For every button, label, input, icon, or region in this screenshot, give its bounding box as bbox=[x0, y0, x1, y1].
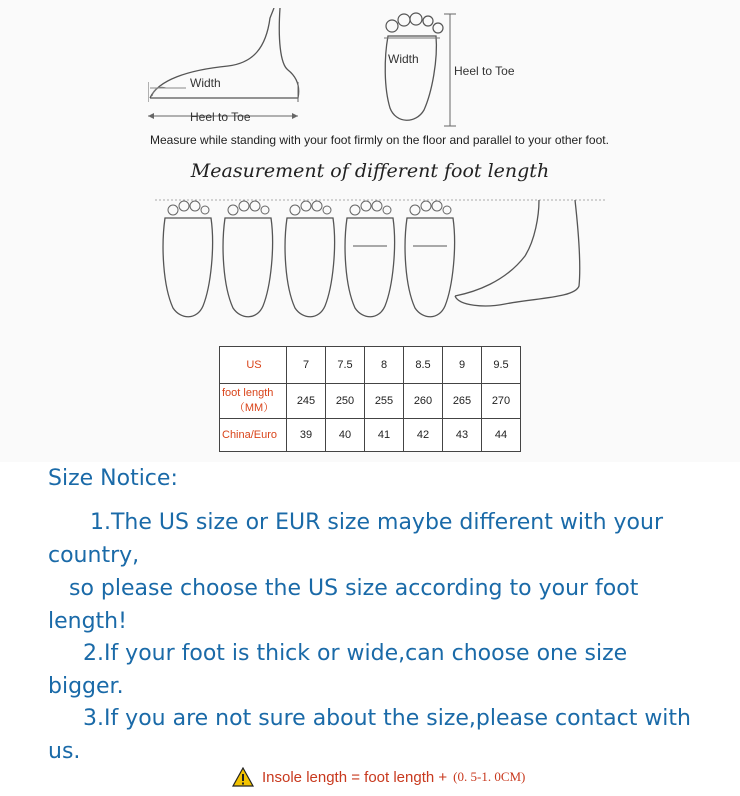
table-cell: 44 bbox=[482, 419, 521, 452]
foot-soles-illustration bbox=[155, 196, 605, 326]
insole-formula: Insole length = foot length + bbox=[262, 768, 448, 786]
foot-length-unit: （MM） bbox=[233, 402, 275, 414]
table-cell: 40 bbox=[326, 419, 365, 452]
china-euro-row-header: China/Euro bbox=[220, 419, 287, 452]
table-cell: 7.5 bbox=[326, 347, 365, 384]
us-row-header: US bbox=[220, 347, 287, 384]
table-cell: 7 bbox=[287, 347, 326, 384]
insole-range: (0. 5-1. 0CM) bbox=[453, 769, 526, 784]
foot-length-label: foot length bbox=[222, 387, 274, 399]
table-cell: 260 bbox=[404, 384, 443, 419]
table-cell: 250 bbox=[326, 384, 365, 419]
measure-instruction: Measure while standing with your foot firmly on the floor and parallel to your other foot. bbox=[150, 133, 609, 147]
size-notice-heading: Size Notice: bbox=[48, 466, 178, 491]
table-cell: 9 bbox=[443, 347, 482, 384]
table-cell: 270 bbox=[482, 384, 521, 419]
top-heel-to-toe-label: Heel to Toe bbox=[454, 64, 515, 78]
table-row-foot-length bbox=[220, 384, 521, 419]
table-cell: 265 bbox=[443, 384, 482, 419]
feet-illustration-row bbox=[155, 196, 605, 326]
table-cell: 9.5 bbox=[482, 347, 521, 384]
side-heel-to-toe-label: Heel to Toe bbox=[190, 110, 251, 124]
foot-measure-diagram bbox=[148, 8, 618, 138]
measurement-title: Measurement of different foot length bbox=[190, 160, 550, 182]
size-notice-line-2: so please choose the US size according to your foot length! bbox=[48, 576, 646, 634]
size-chart-table bbox=[219, 346, 521, 452]
size-notice-line-1: 1.The US size or EUR size maybe different with your country, bbox=[48, 510, 670, 568]
size-notice-line-3: 2.If your foot is thick or wide,can choose one size bigger. bbox=[48, 641, 635, 699]
foot-length-row-header bbox=[220, 384, 287, 419]
table-row-china-euro bbox=[220, 419, 521, 452]
table-cell: 42 bbox=[404, 419, 443, 452]
side-width-label: Width bbox=[190, 76, 221, 90]
table-cell: 39 bbox=[287, 419, 326, 452]
table-cell: 245 bbox=[287, 384, 326, 419]
table-cell: 43 bbox=[443, 419, 482, 452]
table-row-us bbox=[220, 347, 521, 384]
table-cell: 255 bbox=[365, 384, 404, 419]
size-notice-line-4: 3.If you are not sure about the size,please contact with us. bbox=[48, 706, 698, 764]
top-width-label: Width bbox=[388, 52, 419, 66]
warning-icon bbox=[232, 767, 254, 787]
table-cell: 8.5 bbox=[404, 347, 443, 384]
insole-length-note bbox=[232, 764, 525, 790]
table-cell: 8 bbox=[365, 347, 404, 384]
table-cell: 41 bbox=[365, 419, 404, 452]
